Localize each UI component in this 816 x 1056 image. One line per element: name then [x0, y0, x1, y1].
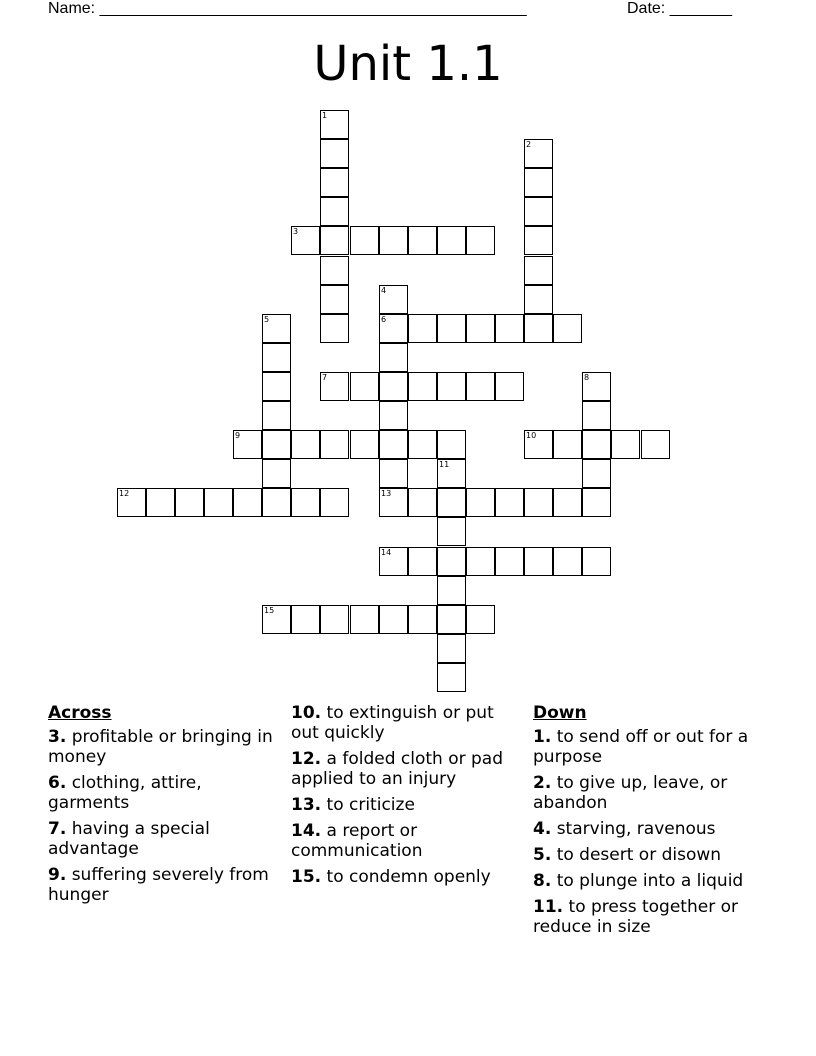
crossword-cell[interactable] — [379, 314, 408, 343]
crossword-cell[interactable] — [262, 605, 291, 634]
clue-number-label: 6 — [381, 315, 387, 324]
crossword-cell[interactable] — [437, 226, 466, 255]
crossword-cell[interactable] — [408, 605, 437, 634]
clue-number-label: 7 — [322, 373, 328, 382]
clue-text: a report or communication — [291, 821, 423, 861]
clue-text: to give up, leave, or abandon — [533, 773, 728, 813]
clue-item — [533, 871, 773, 891]
crossword-cell[interactable] — [524, 139, 553, 168]
crossword-cell[interactable] — [175, 488, 204, 517]
crossword-cell[interactable] — [320, 168, 349, 197]
crossword-cell[interactable] — [582, 372, 611, 401]
clue-number: 15. — [291, 867, 322, 887]
crossword-cell[interactable] — [437, 547, 466, 576]
crossword-cell[interactable] — [262, 372, 291, 401]
crossword-cell[interactable] — [524, 168, 553, 197]
clue-number: 9. — [48, 865, 67, 885]
page-title: Unit 1.1 — [313, 36, 503, 92]
crossword-cell[interactable] — [320, 430, 349, 459]
clue-number-label: 9 — [235, 431, 241, 440]
crossword-cell[interactable] — [611, 430, 640, 459]
crossword-cell[interactable] — [379, 343, 408, 372]
clues-column-2 — [291, 703, 523, 893]
clue-number: 8. — [533, 871, 552, 891]
clue-text: to press together or reduce in size — [533, 897, 738, 937]
crossword-cell[interactable] — [553, 430, 582, 459]
crossword-cell[interactable] — [495, 547, 524, 576]
crossword-cell[interactable] — [582, 430, 611, 459]
crossword-cell[interactable] — [408, 430, 437, 459]
crossword-cell[interactable] — [553, 314, 582, 343]
clue-text: a folded cloth or pad applied to an injury — [291, 749, 504, 789]
crossword-cell[interactable] — [204, 488, 233, 517]
crossword-cell[interactable] — [466, 226, 495, 255]
crossword-cell[interactable] — [495, 314, 524, 343]
crossword-cell[interactable] — [582, 488, 611, 517]
clue-number-label: 1 — [322, 111, 328, 120]
crossword-cell[interactable] — [233, 430, 262, 459]
clue-text: to send off or out for a purpose — [533, 727, 749, 767]
clue-number-label: 8 — [584, 373, 590, 382]
crossword-cell[interactable] — [320, 256, 349, 285]
crossword-cell[interactable] — [408, 488, 437, 517]
crossword-cell[interactable] — [437, 372, 466, 401]
clues-column-down — [533, 703, 773, 943]
clue-number: 4. — [533, 819, 552, 839]
crossword-cell[interactable] — [379, 372, 408, 401]
crossword-cell[interactable] — [320, 197, 349, 226]
crossword-cell[interactable] — [262, 459, 291, 488]
clue-number-label: 15 — [264, 606, 275, 615]
clue-number: 14. — [291, 821, 322, 841]
crossword-cell[interactable] — [553, 547, 582, 576]
crossword-cell[interactable] — [320, 139, 349, 168]
clue-item — [48, 865, 278, 905]
clue-number-label: 11 — [439, 460, 450, 469]
crossword-cell[interactable] — [524, 197, 553, 226]
clue-number: 6. — [48, 773, 67, 793]
clue-number-label: 10 — [526, 431, 537, 440]
clue-number: 2. — [533, 773, 552, 793]
crossword-cell[interactable] — [437, 576, 466, 605]
crossword-cell[interactable] — [437, 459, 466, 488]
crossword-cell[interactable] — [524, 285, 553, 314]
crossword-cell[interactable] — [291, 605, 320, 634]
crossword-cell[interactable] — [408, 314, 437, 343]
clue-item — [48, 819, 278, 859]
clue-number: 5. — [533, 845, 552, 865]
clue-number-label: 12 — [119, 489, 130, 498]
clue-text: to desert or disown — [556, 845, 722, 865]
crossword-cell[interactable] — [379, 547, 408, 576]
clue-item — [533, 819, 773, 839]
crossword-cell[interactable] — [582, 547, 611, 576]
clue-number: 12. — [291, 749, 322, 769]
crossword-cell[interactable] — [320, 285, 349, 314]
crossword-cell[interactable] — [291, 488, 320, 517]
crossword-cell[interactable] — [291, 226, 320, 255]
clue-number-label: 13 — [381, 489, 392, 498]
crossword-cell[interactable] — [437, 663, 466, 692]
crossword-cell[interactable] — [117, 488, 146, 517]
crossword-cell[interactable] — [437, 488, 466, 517]
down-heading: Down — [533, 703, 587, 723]
crossword-cell[interactable] — [262, 488, 291, 517]
crossword-cell[interactable] — [437, 634, 466, 663]
clue-number: 13. — [291, 795, 322, 815]
crossword-cell[interactable] — [350, 372, 379, 401]
clue-number-label: 14 — [381, 548, 392, 557]
crossword-cell[interactable] — [350, 605, 379, 634]
crossword-cell[interactable] — [233, 488, 262, 517]
crossword-cell[interactable] — [524, 226, 553, 255]
clue-number: 7. — [48, 819, 67, 839]
clue-item — [291, 703, 523, 743]
crossword-cell[interactable] — [320, 314, 349, 343]
clue-text: having a special advantage — [48, 819, 210, 859]
crossword-cell[interactable] — [437, 314, 466, 343]
clue-text: suffering severely from hunger — [48, 865, 269, 905]
crossword-cell[interactable] — [524, 488, 553, 517]
clue-item — [291, 867, 523, 887]
clue-text: profitable or bringing in money — [48, 727, 273, 767]
crossword-cell[interactable] — [379, 226, 408, 255]
clue-text: starving, ravenous — [556, 819, 716, 839]
name-label: Name: — [48, 0, 96, 17]
crossword-cell[interactable] — [466, 605, 495, 634]
crossword-cell[interactable] — [466, 547, 495, 576]
crossword-cell[interactable] — [320, 226, 349, 255]
crossword-cell[interactable] — [379, 459, 408, 488]
clue-item — [533, 773, 773, 813]
crossword-cell[interactable] — [524, 256, 553, 285]
date-blank[interactable]: _______ — [669, 0, 732, 17]
clue-text: clothing, attire, garments — [48, 773, 202, 813]
clue-text: to extinguish or put out quickly — [291, 703, 494, 743]
crossword-cell[interactable] — [262, 343, 291, 372]
across-clue-list-continued — [291, 703, 523, 887]
clue-item — [291, 795, 523, 815]
clue-item — [291, 821, 523, 861]
clue-item — [48, 727, 278, 767]
clue-number: 3. — [48, 727, 67, 747]
clue-text: to criticize — [326, 795, 415, 815]
crossword-cell[interactable] — [408, 547, 437, 576]
crossword-cell[interactable] — [320, 372, 349, 401]
crossword-cell[interactable] — [379, 488, 408, 517]
crossword-cell[interactable] — [262, 430, 291, 459]
clue-text: to plunge into a liquid — [556, 871, 744, 891]
crossword-cell[interactable] — [437, 430, 466, 459]
crossword-cell[interactable] — [437, 605, 466, 634]
crossword-cell[interactable] — [320, 605, 349, 634]
clue-number-label: 5 — [264, 315, 270, 324]
crossword-cell[interactable] — [262, 401, 291, 430]
date-label: Date: — [627, 0, 666, 17]
crossword-cell[interactable] — [379, 605, 408, 634]
across-clue-list — [48, 727, 278, 905]
crossword-cell[interactable] — [408, 372, 437, 401]
across-heading: Across — [48, 703, 112, 723]
crossword-cell[interactable] — [641, 430, 670, 459]
crossword-cell[interactable] — [350, 226, 379, 255]
crossword-cell[interactable] — [495, 488, 524, 517]
crossword-cell[interactable] — [437, 517, 466, 546]
crossword-cell[interactable] — [582, 459, 611, 488]
crossword-cell[interactable] — [466, 314, 495, 343]
crossword-cell[interactable] — [466, 372, 495, 401]
clue-number: 11. — [533, 897, 564, 917]
crossword-cell[interactable] — [350, 430, 379, 459]
clue-item — [533, 727, 773, 767]
crossword-cell[interactable] — [320, 488, 349, 517]
clues-column-1 — [48, 703, 278, 911]
crossword-cell[interactable] — [553, 488, 582, 517]
clue-item — [533, 845, 773, 865]
clue-number-label: 2 — [526, 140, 532, 149]
crossword-cell[interactable] — [524, 314, 553, 343]
clue-text: to condemn openly — [326, 867, 491, 887]
name-blank[interactable]: ________________________________________________ — [99, 0, 527, 17]
crossword-cell[interactable] — [379, 285, 408, 314]
crossword-cell[interactable] — [146, 488, 175, 517]
clue-item — [533, 897, 773, 937]
clue-number-label: 3 — [293, 227, 299, 236]
crossword-cell[interactable] — [408, 226, 437, 255]
clue-number: 1. — [533, 727, 552, 747]
crossword-cell[interactable] — [524, 547, 553, 576]
down-clue-list — [533, 727, 773, 937]
crossword-cell[interactable] — [495, 372, 524, 401]
crossword-cell[interactable] — [262, 314, 291, 343]
clue-item — [291, 749, 523, 789]
crossword-cell[interactable] — [582, 401, 611, 430]
clue-item — [48, 773, 278, 813]
clue-number: 10. — [291, 703, 322, 723]
crossword-cell[interactable] — [466, 488, 495, 517]
crossword-cell[interactable] — [524, 430, 553, 459]
crossword-cell[interactable] — [320, 110, 349, 139]
crossword-cell[interactable] — [379, 430, 408, 459]
crossword-cell[interactable] — [379, 401, 408, 430]
clue-number-label: 4 — [381, 286, 387, 295]
crossword-cell[interactable] — [291, 430, 320, 459]
